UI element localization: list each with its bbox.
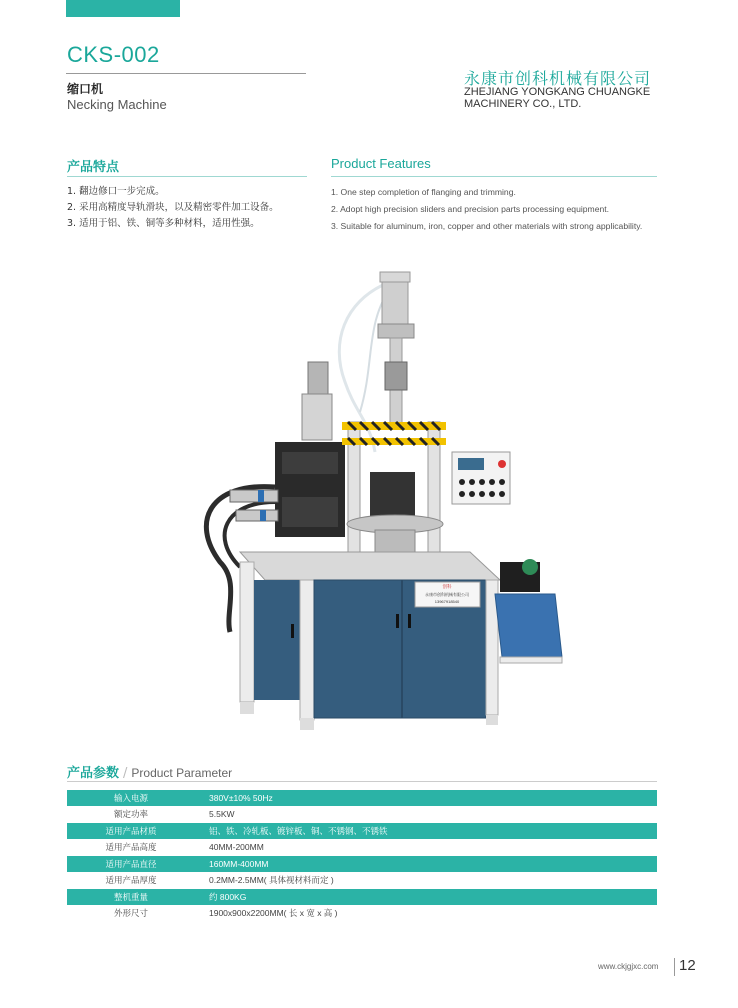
feature-item-en: 2. Adopt high precision sliders and precision parts processing equipment. xyxy=(331,204,610,214)
feature-item-cn: 2. 采用高精度导轨滑块，以及精密零件加工设备。 xyxy=(67,202,279,213)
heading-separator: / xyxy=(123,766,128,781)
parameters-table xyxy=(67,790,657,922)
company-name-en-line2: MACHINERY CO., LTD. xyxy=(464,98,582,110)
features-list-cn xyxy=(67,184,279,232)
param-value: 160MM-400MM xyxy=(195,856,657,873)
param-label: 适用产品材质 xyxy=(67,823,195,840)
param-value: 约 800KG xyxy=(195,889,657,906)
table-row xyxy=(67,856,657,873)
table-row xyxy=(67,839,657,856)
product-name-cn: 缩口机 xyxy=(67,82,104,96)
feature-item-en: 1. One step completion of flanging and trimming. xyxy=(331,187,516,197)
features-divider-en xyxy=(331,176,657,177)
param-label: 整机重量 xyxy=(67,889,195,906)
company-name-cn: 永康市创科机械有限公司 xyxy=(464,69,652,88)
param-label: 输入电源 xyxy=(67,790,195,806)
table-row xyxy=(67,889,657,906)
param-label: 适用产品厚度 xyxy=(67,872,195,889)
page-number-divider xyxy=(674,958,675,976)
param-value: 0.2MM-2.5MM( 具体视材料而定 ) xyxy=(195,872,657,889)
param-value: 5.5KW xyxy=(195,806,657,823)
features-heading-en: Product Features xyxy=(331,156,431,171)
company-name-en-line1: ZHEJIANG YONGKANG CHUANGKE xyxy=(464,86,651,98)
table-row xyxy=(67,790,657,806)
features-list-en xyxy=(331,184,671,235)
table-row xyxy=(67,905,657,922)
param-value: 40MM-200MM xyxy=(195,839,657,856)
param-label: 适用产品高度 xyxy=(67,839,195,856)
feature-item-cn: 1. 翻边修口一步完成。 xyxy=(67,186,165,197)
parameters-heading xyxy=(67,762,232,781)
title-divider xyxy=(66,73,306,74)
machine-photo xyxy=(170,262,580,742)
product-name-en: Necking Machine xyxy=(67,97,167,112)
model-number: CKS-002 xyxy=(67,42,160,67)
company-name-en xyxy=(464,86,650,110)
param-value: 1900x900x2200MM( 长 x 宽 x 高 ) xyxy=(195,905,657,922)
plate-company: 永康市创科机械有限公司 xyxy=(425,592,469,597)
feature-item-cn: 3. 适用于铝、铁、铜等多种材料，适用性强。 xyxy=(67,218,260,229)
param-label: 外形尺寸 xyxy=(67,905,195,922)
parameters-heading-en: Product Parameter xyxy=(131,766,233,780)
param-value: 380V±10% 50Hz xyxy=(195,790,657,806)
table-row xyxy=(67,806,657,823)
parameters-divider xyxy=(67,781,657,782)
website-url[interactable]: www.ckjgjxc.com xyxy=(598,962,659,971)
param-label: 额定功率 xyxy=(67,806,195,823)
table-row xyxy=(67,823,657,840)
features-divider-cn xyxy=(67,176,307,177)
plate-brand: 创科 xyxy=(442,585,452,590)
feature-item-en: 3. Suitable for aluminum, iron, copper and other materials with strong applicability. xyxy=(331,221,643,231)
param-value: 铝、铁、冷轧板、镀锌板、铜、不锈钢、不锈铁 xyxy=(195,823,657,840)
features-heading-cn: 产品特点 xyxy=(67,160,120,175)
table-row xyxy=(67,872,657,889)
top-accent-tab xyxy=(66,0,180,17)
parameters-heading-cn: 产品参数 xyxy=(67,766,120,781)
param-label: 适用产品直径 xyxy=(67,856,195,873)
plate-phone: 13967918540 xyxy=(434,599,460,604)
page-number: 12 xyxy=(679,957,696,974)
